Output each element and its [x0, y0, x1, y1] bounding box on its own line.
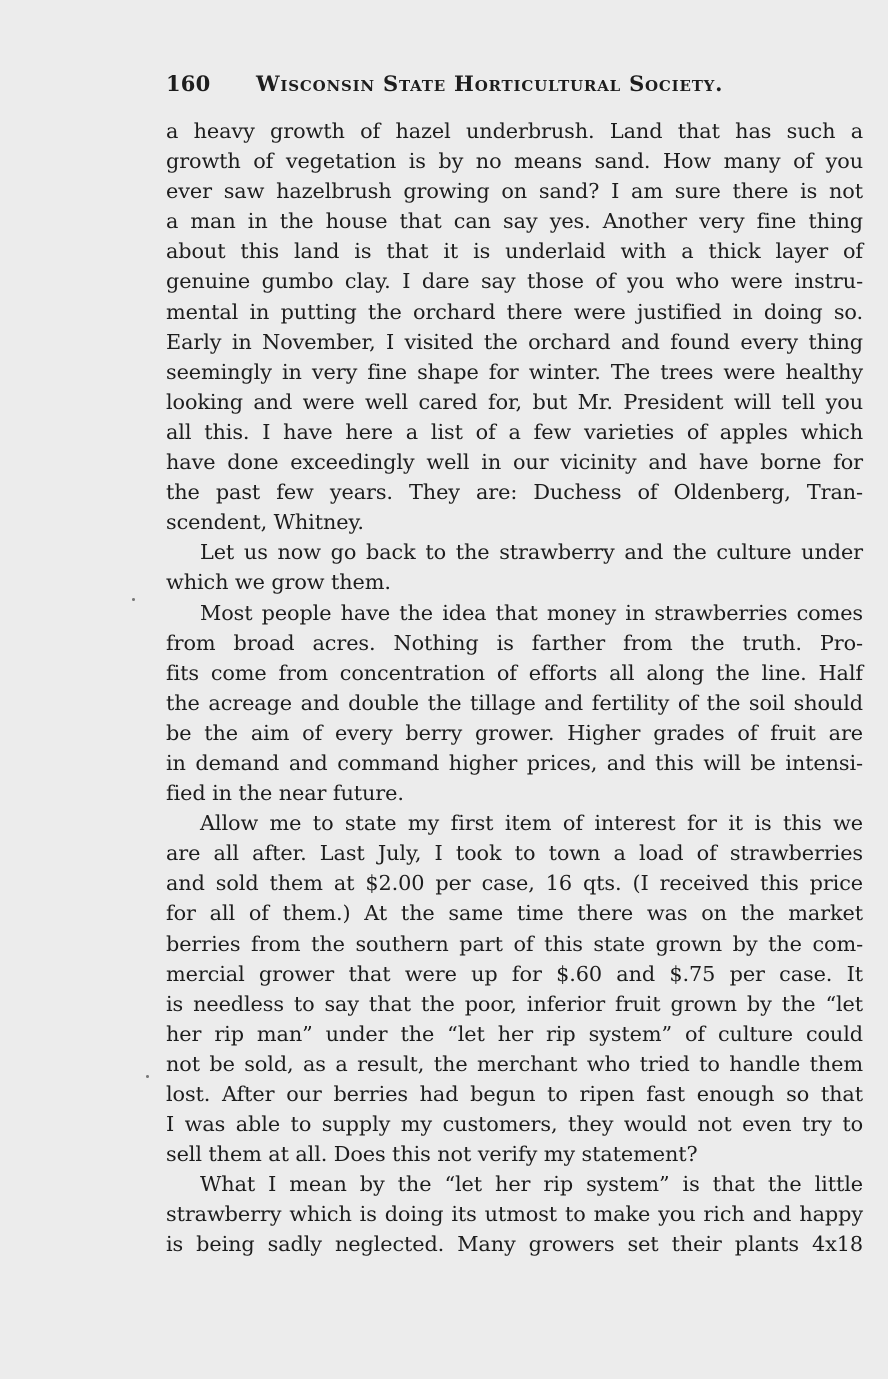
text-line: Most people have the idea that money in strawberries comes — [200, 600, 863, 625]
text-line: strawberry which is doing its utmost to make you rich and happy — [166, 1202, 863, 1227]
stray-mark — [132, 598, 135, 601]
text-line: scendent, Whitney. — [166, 510, 364, 535]
paragraph — [166, 116, 863, 537]
text-line: fied in the near future. — [166, 781, 404, 806]
text-line: the acreage and double the tillage and fertility of the soil should — [166, 690, 863, 715]
text-line: mental in putting the orchard there were justified in doing so. — [166, 299, 863, 324]
text-line: Early in November, I visited the orchard and found every thing — [166, 329, 863, 354]
page-number: 160 — [166, 71, 211, 96]
text-line: mercial grower that were up for $.60 and $.75 per case. It — [166, 961, 863, 986]
text-line: the past few years. They are: Duchess of Oldenberg, Tran- — [166, 480, 863, 505]
text-line: about this land is that it is underlaid with a thick layer of — [166, 239, 863, 264]
paragraph — [166, 1169, 863, 1259]
text-line: lost. After our berries had begun to ripen fast enough so that — [166, 1082, 863, 1106]
paragraph — [166, 808, 863, 1169]
text-line: a man in the house that can say yes. Another very fine thing — [166, 209, 863, 234]
text-line: a heavy growth of hazel underbrush. Land that has such a — [166, 119, 863, 143]
paragraph — [166, 537, 863, 597]
running-title: Wisconsin State Horticultural Society. — [256, 71, 724, 96]
text-line: I was able to supply my customers, they would not even try to — [166, 1112, 863, 1137]
body-text — [166, 116, 863, 1260]
text-line: ever saw hazelbrush growing on sand? I am sure there is not — [166, 179, 863, 204]
text-line: fits come from concentration of efforts all along the line. Half — [166, 660, 863, 685]
text-line: Allow me to state my first item of interest for it is this we — [200, 811, 863, 836]
text-line: not be sold, as a result, the merchant who tried to handle them — [166, 1051, 863, 1076]
stray-mark — [146, 1075, 149, 1078]
text-line: What I mean by the “let her rip system” is that the little — [200, 1172, 863, 1197]
text-line: genuine gumbo clay. I dare say those of you who were instru- — [166, 269, 863, 294]
text-line: from broad acres. Nothing is farther from the truth. Pro- — [166, 630, 863, 655]
text-line: be the aim of every berry grower. Higher grades of fruit are — [166, 720, 863, 745]
text-line: is needless to say that the poor, inferior fruit grown by the “let — [166, 991, 863, 1016]
text-line: which we grow them. — [166, 570, 391, 595]
text-line: looking and were well cared for, but Mr. President will tell you — [166, 389, 863, 414]
text-line: growth of vegetation is by no means sand. How many of you — [166, 149, 863, 174]
text-line: and sold them at $2.00 per case, 16 qts. (I received this price — [166, 871, 863, 896]
text-line: all this. I have here a list of a few varieties of apples which — [166, 419, 863, 444]
text-line: in demand and command higher prices, and this will be intensi- — [166, 750, 863, 775]
running-head — [166, 64, 866, 104]
paragraph — [166, 598, 863, 809]
text-line: her rip man” under the “let her rip system” of culture could — [166, 1021, 863, 1046]
text-line: berries from the southern part of this state grown by the com- — [166, 931, 863, 956]
text-line: are all after. Last July, I took to town a load of strawberries — [166, 841, 863, 866]
text-line: seemingly in very fine shape for winter. The trees were healthy — [166, 359, 863, 384]
text-line: Let us now go back to the strawberry and the culture under — [200, 540, 863, 565]
text-line: is being sadly neglected. Many growers set their plants 4x18 — [166, 1232, 863, 1257]
text-line: sell them at all. Does this not verify my statement? — [166, 1142, 698, 1167]
text-line: for all of them.) At the same time there was on the market — [166, 901, 863, 926]
text-line: have done exceedingly well in our vicinity and have borne for — [166, 450, 863, 475]
